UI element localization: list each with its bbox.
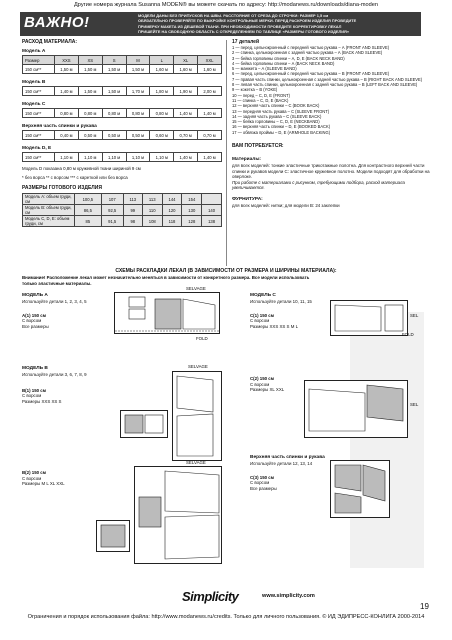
width-label: A(1) 150 см bbox=[22, 312, 46, 318]
nap-label: С ворсом bbox=[22, 318, 42, 324]
cell: 1,50 м bbox=[126, 65, 150, 74]
cell: Модель C, D, E: объем груди, см bbox=[23, 216, 75, 227]
ready-title: РАЗМЕРЫ ГОТОВОГО ИЗДЕЛИЯ bbox=[22, 185, 102, 192]
top-note: Другие номера журнала Susanna MODEN® вы можете скачать по адресу: http://modanews.ru/downloads/diana-moden bbox=[74, 2, 378, 8]
nap-label: С ворсом bbox=[22, 475, 42, 481]
cell: 118 bbox=[162, 216, 182, 227]
cell: 92,5 bbox=[101, 205, 123, 216]
cell: 138 bbox=[202, 216, 222, 227]
cell: 113 bbox=[123, 194, 142, 205]
cell: 1,40 м bbox=[198, 153, 222, 162]
cell: 1,10 м bbox=[78, 153, 102, 162]
cell: Модель А: объем груди, см bbox=[23, 194, 75, 205]
watermark bbox=[350, 312, 424, 568]
cell: XXS bbox=[54, 56, 78, 65]
right-column bbox=[232, 39, 432, 209]
details-list bbox=[232, 45, 432, 135]
list-item: 17 — обвязка проймы – D, E (ARMHOLE BACKING) bbox=[232, 129, 331, 135]
fabric-table-top bbox=[22, 130, 222, 140]
cell: 2,00 м bbox=[198, 87, 222, 96]
list-item: 2 — спинка, цельнокроенная с задней частью рукава – А (BACK AND SLEEVE) bbox=[232, 50, 383, 56]
layout-b2-small-pieces bbox=[97, 521, 129, 551]
cell: XL bbox=[174, 56, 198, 65]
layout-diagram-c2 bbox=[304, 380, 408, 438]
banner-line: ОБЯЗАТЕЛЬНО ПРОВЕРЯЙТЕ ПО ВЫКРОЙКЕ КОНТРОЛЬНЫЕ МЕРКИ. ПЕРЕД РАСКРОЕМ ИЗДЕЛИЯ ПРОВЕДИТЕ bbox=[138, 18, 357, 24]
fabric-tables bbox=[22, 47, 222, 227]
cell: 0,40 м bbox=[54, 131, 78, 140]
width-label: B(2) 150 см bbox=[22, 470, 46, 475]
cell: 150 см** bbox=[23, 87, 55, 96]
cell: 113 bbox=[142, 194, 162, 205]
cell: 86,5 bbox=[75, 205, 102, 216]
cell: Модель B: объем груди, см bbox=[23, 205, 75, 216]
cell: 150 см** bbox=[23, 65, 55, 74]
simplicity-logo: Simplicity bbox=[182, 589, 239, 604]
important-banner bbox=[20, 12, 421, 36]
cell: 1,50 м bbox=[102, 65, 126, 74]
cell: 0,70 м bbox=[174, 131, 198, 140]
materials-title: Материалы: bbox=[232, 157, 262, 163]
cell: 130 bbox=[182, 205, 202, 216]
selvage-label: SELVAGE bbox=[188, 364, 208, 369]
layout-diagram-b2-small bbox=[96, 520, 130, 552]
cell: 1,80 м bbox=[150, 87, 174, 96]
nap-label: С ворсом bbox=[250, 480, 270, 486]
list-item: 13 — передняя часть рукава – C (SLEEVE FRONT) bbox=[232, 108, 330, 114]
banner-line: ПРИШЕЙТЕ НА СВОБОДНУЮ ОБЛАСТЬ С ОТКРЕДЕЛЕНИЕМ ПО ТАБЛИЦЕ «РАЗМЕРЫ ГОТОВОГО ИЗДЕЛИЯ» bbox=[138, 29, 350, 35]
layout-c1-pieces bbox=[331, 301, 407, 335]
cell: 1,40 м bbox=[174, 153, 198, 162]
cell: 1,60 м bbox=[150, 65, 174, 74]
size-label: Размеры XL XXL bbox=[250, 387, 285, 393]
banner-text bbox=[138, 13, 418, 35]
size-label: Размеры XXS XS S M L bbox=[250, 323, 299, 329]
model-title: Верхняя часть спинки и рукава bbox=[22, 124, 97, 129]
cell: Размер bbox=[23, 56, 55, 65]
pieces-text: Используйте детали 1, 2, 3, 4, 5 bbox=[22, 299, 87, 304]
fabric-note: Модель D показана 0,80 м кружевной ткани шириной 9 см bbox=[22, 166, 141, 171]
cell: 0,50 м bbox=[78, 131, 102, 140]
width-label: C(1) 150 см bbox=[250, 312, 274, 318]
cell: 0,50 м bbox=[102, 131, 126, 140]
cell: 144 bbox=[162, 194, 182, 205]
cell: 150 см** bbox=[23, 109, 55, 118]
fold-label: FOLD bbox=[196, 336, 208, 341]
model-title: Модель B bbox=[22, 80, 46, 85]
model-b-block bbox=[22, 366, 132, 404]
layout-top-pieces bbox=[331, 461, 389, 517]
fabric-table-de bbox=[22, 152, 222, 162]
size-label: Размеры M L XL XXL bbox=[22, 481, 65, 487]
layout-diagram-b1 bbox=[172, 371, 222, 461]
list-item: 7 — правая часть спинки, цельнокроенная с задней частью рукава – B (RIGHT BACK AND SLEEVE) bbox=[232, 76, 423, 82]
cell: 120 bbox=[162, 205, 182, 216]
cell: 0,70 м bbox=[198, 131, 222, 140]
model-title: МОДЕЛЬ А bbox=[22, 293, 48, 298]
list-item: 8 — левая часть спинки, цельнокроенная с задней частью рукава – B (LEFT BACK AND SLEEVE) bbox=[232, 82, 418, 88]
width-label: B(1) 150 см bbox=[22, 387, 46, 393]
layout-diagram-b1-small bbox=[120, 410, 168, 438]
needs-title: ВАМ ПОТРЕБУЕТСЯ: bbox=[232, 143, 284, 150]
list-item: 4 — бейка горловины спинки – А (BACK NECK BAND) bbox=[232, 60, 335, 66]
model-title: МОДЕЛЬ B bbox=[22, 366, 48, 371]
list-item: 10 — перед – C, D, E (FRONT) bbox=[232, 92, 290, 98]
layout-diagram-b2 bbox=[134, 466, 222, 564]
cell: 107 bbox=[101, 194, 123, 205]
column-divider bbox=[226, 40, 227, 266]
banner-line: ПРИМЕРКУ МАКЕТА ИЗ ДЕШЕВОЙ ТКАНИ. ПРИ НЕОБХОДИМОСТИ ПРОВЕДИТЕ КОРРЕКТИРОВКУ ЛЕКАЛ bbox=[138, 23, 342, 29]
list-item: 16 — верхняя часть спинки – D, E (BOOKED BACK) bbox=[232, 124, 331, 130]
cell: 1,50 м bbox=[102, 87, 126, 96]
fabric-legend: * без ворса ** с ворсом *** с кареткой или без ворса bbox=[22, 174, 128, 180]
list-item: 9 — кокетка – B (YOKE) bbox=[232, 87, 278, 93]
cell: 85 bbox=[75, 216, 102, 227]
footer-note: Ограничения и порядок использования файла: http://www.modanews.ru/credits. Только для личного пользования. © ИД ЭДИПРЕСС-КОНЛИГА 2000-2014 bbox=[27, 614, 425, 620]
nap-label: С ворсом bbox=[22, 393, 42, 399]
ready-table bbox=[22, 193, 222, 227]
cell: 1,10 м bbox=[102, 153, 126, 162]
cell: 128 bbox=[182, 216, 202, 227]
model-title: Модель C bbox=[22, 102, 46, 107]
layout-b1-pieces bbox=[173, 372, 221, 460]
list-item: 11 — спинка – C, D, E (BACK) bbox=[232, 97, 289, 103]
width-label: C(2) 150 см bbox=[250, 376, 274, 381]
list-item: 6 — перед, цельнокроенный с передней частью рукава – B (FRONT AND SLEEVE) bbox=[232, 71, 390, 77]
cell: S bbox=[102, 56, 126, 65]
cell: 154 bbox=[182, 194, 202, 205]
model-b2-block bbox=[22, 470, 132, 487]
list-item: 15 — бейка горловины – C, D, E (NECKBAND) bbox=[232, 119, 320, 125]
details-title: 17 деталей bbox=[232, 39, 260, 45]
layout-diagram-a bbox=[114, 292, 220, 334]
cell: 1,50 м bbox=[54, 65, 78, 74]
cell: 98 bbox=[123, 216, 142, 227]
cell: 1,10 м bbox=[126, 153, 150, 162]
cell: 1,40 м bbox=[54, 87, 78, 96]
sel-label: SEL bbox=[410, 402, 419, 407]
list-item: 1 — перед, цельнокроенный с передней частью рукава – А (FRONT AND SLEEVE) bbox=[232, 45, 390, 50]
cell: M bbox=[126, 56, 150, 65]
cell: XXL bbox=[198, 56, 222, 65]
pieces-text: Используйте детали 12, 13, 14 bbox=[250, 461, 313, 466]
fittings-text: для всех моделей: нитки; для модели B: 24 заклепки bbox=[232, 203, 340, 209]
layout-diagram-top bbox=[330, 460, 390, 518]
fabric-table-b bbox=[22, 86, 222, 96]
fittings-title: ФУРНИТУРА: bbox=[232, 197, 263, 203]
pieces-text: Используйте детали 3, 6, 7, 8, 9 bbox=[22, 372, 87, 377]
width-label: C(3) 150 см bbox=[250, 474, 274, 480]
pieces-text: Используйте детали 10, 11, 15 bbox=[250, 299, 312, 304]
layout-b1-small-pieces bbox=[121, 411, 167, 437]
materials-note: При работе с материалами с рисунком, требующими подбора, расход материала увеличивается. bbox=[232, 179, 405, 191]
list-item: 12 — верхняя часть спинки – C (BOOK BACK) bbox=[232, 103, 320, 109]
list-item: 5 — манжета – А (SLEEVE BAND) bbox=[232, 66, 297, 72]
layout-c2-pieces bbox=[305, 381, 407, 437]
layout-title: СХЕМЫ РАСКЛАДКИ ЛЕКАЛ (В ЗАВИСИМОСТИ ОТ РАЗМЕРА И ШИРИНЫ МАТЕРИАЛА): bbox=[115, 268, 337, 274]
size-label: Размеры XXS XS S bbox=[22, 398, 62, 404]
fabric-table-c bbox=[22, 108, 222, 118]
selvage-label: SELVAGE bbox=[186, 460, 206, 465]
page-number: 19 bbox=[420, 602, 429, 611]
cell: 1,70 м bbox=[126, 87, 150, 96]
cell: 0,80 м bbox=[54, 109, 78, 118]
size-label: Все размеры bbox=[22, 323, 49, 329]
cell: 1,10 м bbox=[54, 153, 78, 162]
model-title: Модель D, E bbox=[22, 146, 52, 151]
selvage-label: SELVAGE bbox=[186, 286, 206, 291]
cell: 150 см** bbox=[23, 131, 55, 140]
cell: 100,5 bbox=[75, 194, 102, 205]
cell: 110 bbox=[142, 205, 162, 216]
cell: 0,80 м bbox=[78, 109, 102, 118]
sel-label: SEL bbox=[410, 313, 419, 318]
materials-text: для всех моделей: тонкие эластичные трикотажные полотна. Для контрастного верхней части спинки и рукавов модели С: эластичное кружевное полотно. Модели подходят для обработки на оверлоке. bbox=[232, 163, 430, 180]
layout-diagram-c1 bbox=[330, 300, 408, 336]
cell: 1,10 м bbox=[150, 153, 174, 162]
cell: 0,60 м bbox=[150, 131, 174, 140]
nap-label: С ворсом bbox=[250, 318, 270, 324]
cell: 0,80 м bbox=[126, 109, 150, 118]
model-title: МОДЕЛЬ C bbox=[250, 293, 276, 298]
cell: 1,40 м bbox=[198, 109, 222, 118]
cell: 0,50 м bbox=[126, 131, 150, 140]
cell: XS bbox=[78, 56, 102, 65]
cell: 91,5 bbox=[101, 216, 123, 227]
list-item: 3 — бейка горловины спинки – А, D, E (BACK NECK BAND) bbox=[232, 55, 345, 61]
cell bbox=[202, 194, 222, 205]
cell: 99 bbox=[123, 205, 142, 216]
cell: L bbox=[150, 56, 174, 65]
layout-b2-pieces bbox=[135, 467, 221, 563]
cell: 1,60 м bbox=[174, 65, 198, 74]
cell: 1,50 м bbox=[78, 65, 102, 74]
cell: 0,80 м bbox=[150, 109, 174, 118]
fold-label: FOLD bbox=[402, 332, 414, 337]
cell: 140 bbox=[202, 205, 222, 216]
cell: 1,40 м bbox=[174, 109, 198, 118]
nap-label: С ворсом bbox=[250, 381, 270, 387]
model-title: Модель А bbox=[22, 49, 46, 54]
cell: 108 bbox=[142, 216, 162, 227]
layout-note: Внимание! Расположение лекал может незначительно меняться в зависимости от конкретного размера. Все модели использовать только эластичные материалы. bbox=[22, 275, 310, 286]
website-url: www.simplicity.com bbox=[262, 593, 315, 599]
cell: 150 см** bbox=[23, 153, 55, 162]
cell: 1,60 м bbox=[198, 65, 222, 74]
banner-line: МОДЕЛИ ДАНЫ БЕЗ ПРИПУСКОВ НА ШВЫ. РАССТОЯНИЕ ОТ СРЕЗА ДО СТРОЧКИ: РАЗМЕР 1,5 см bbox=[138, 13, 329, 18]
model-title: Верхняя часть спинки и рукава bbox=[250, 455, 325, 460]
fabric-table-a bbox=[22, 55, 222, 74]
cell: 1,90 м bbox=[174, 87, 198, 96]
layout-a-pieces bbox=[115, 293, 219, 333]
size-label: Все размеры bbox=[250, 485, 277, 491]
list-item: 14 — задняя часть рукава – C (SLEEVE BACK) bbox=[232, 113, 322, 119]
banner-title: ВАЖНО! bbox=[24, 14, 90, 31]
cell: 1,50 м bbox=[78, 87, 102, 96]
fabric-title: РАСХОД МАТЕРИАЛА: bbox=[22, 39, 78, 45]
cell: 0,80 м bbox=[102, 109, 126, 118]
